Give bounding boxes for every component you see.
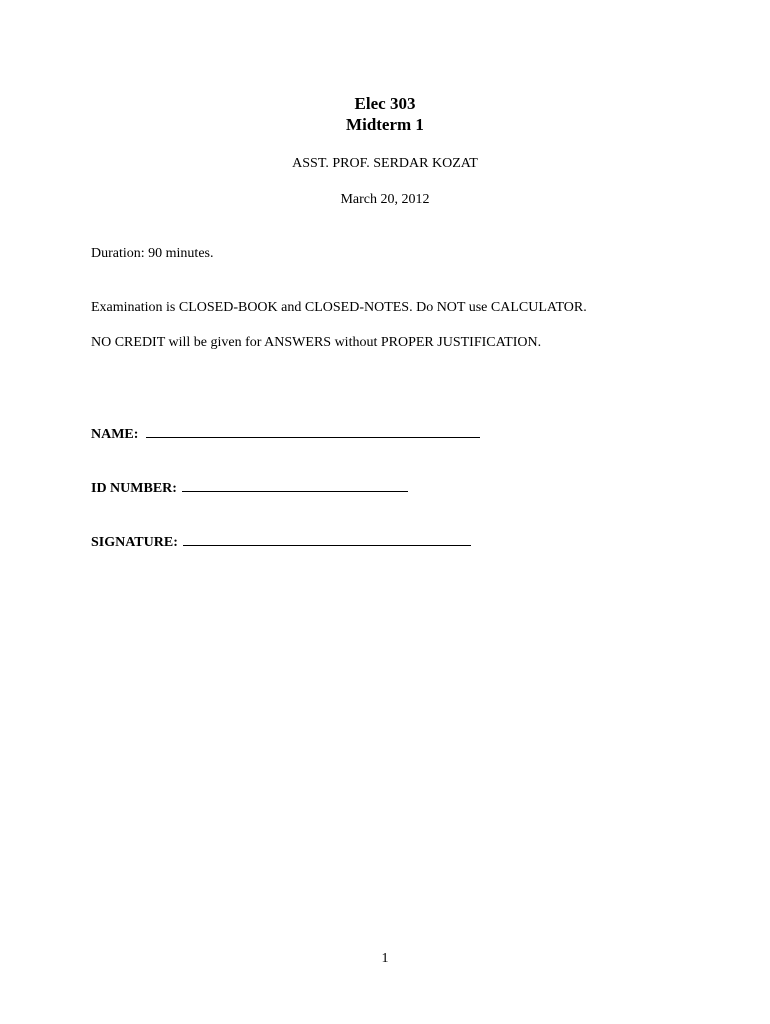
signature-blank-line[interactable] — [183, 533, 471, 546]
rule-justification: NO CREDIT will be given for ANSWERS without PROPER JUSTIFICATION. — [91, 335, 542, 350]
signature-field — [91, 533, 471, 551]
course-title: Elec 303 — [354, 94, 416, 113]
rule-closed-book: Examination is CLOSED-BOOK and CLOSED-NOTES. Do NOT use CALCULATOR. — [91, 300, 587, 315]
name-blank-line[interactable] — [146, 425, 480, 438]
id-number-field — [91, 479, 408, 497]
id-number-label: ID NUMBER: — [91, 481, 177, 496]
name-label: NAME: — [91, 427, 139, 442]
exam-title: Midterm 1 — [346, 115, 424, 134]
signature-label: SIGNATURE: — [91, 535, 178, 550]
name-field — [91, 425, 480, 443]
duration-text: Duration: 90 minutes. — [91, 246, 214, 261]
exam-date: March 20, 2012 — [340, 192, 430, 207]
instructor-name: ASST. PROF. SERDAR KOZAT — [292, 156, 478, 171]
page-number: 1 — [381, 951, 389, 966]
id-number-blank-line[interactable] — [182, 479, 408, 492]
